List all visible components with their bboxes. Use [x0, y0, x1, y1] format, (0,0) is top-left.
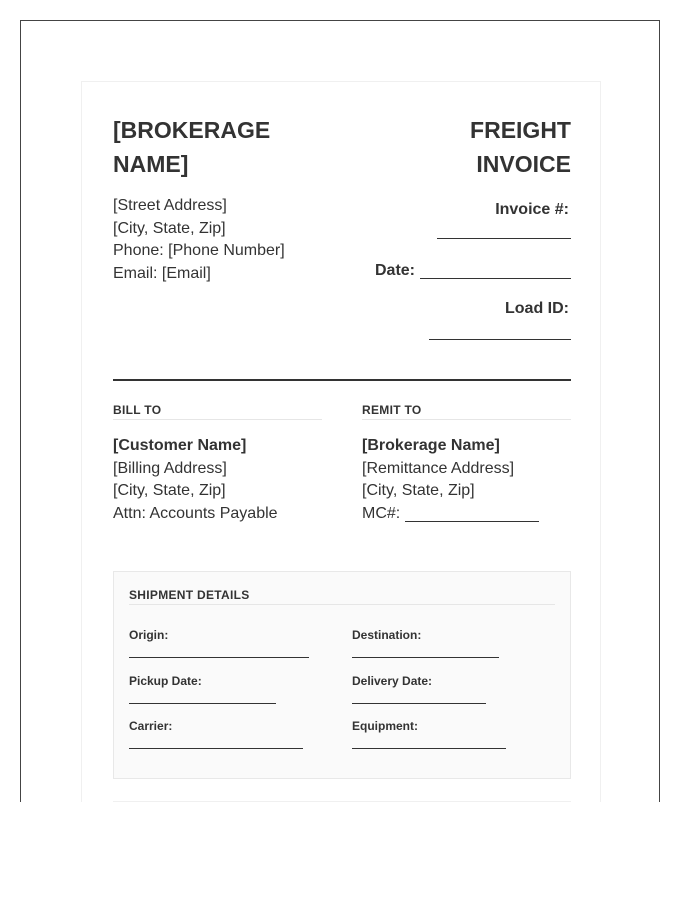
header-divider — [113, 379, 571, 381]
remit-city-state-zip: [City, State, Zip] — [362, 482, 475, 499]
remit-to-heading: REMIT TO — [362, 403, 422, 417]
mc-number-label: MC#: — [362, 504, 401, 522]
destination-label: Destination: — [352, 628, 422, 642]
invoice-page — [81, 81, 601, 802]
carrier-label: Carrier: — [129, 719, 173, 733]
email-address: Email: [Email] — [113, 264, 211, 282]
remit-to-divider — [362, 419, 571, 420]
bill-to-heading: BILL TO — [113, 403, 162, 417]
invoice-number-field[interactable] — [437, 238, 571, 239]
origin-field[interactable] — [129, 657, 309, 658]
load-id-label: Load ID: — [505, 300, 569, 317]
remittance-address: [Remittance Address] — [362, 459, 515, 477]
carrier-field[interactable] — [129, 748, 303, 749]
bill-to-address — [113, 435, 278, 525]
shipment-details-heading: SHIPMENT DETAILS — [129, 588, 250, 602]
invoice-number-label: Invoice #: — [495, 201, 569, 218]
equipment-field[interactable] — [352, 748, 506, 749]
delivery-date-field[interactable] — [352, 703, 486, 704]
shipment-details-divider — [129, 604, 555, 605]
bottom-divider — [113, 801, 571, 802]
remit-brokerage-name: [Brokerage Name] — [362, 437, 500, 454]
billing-address: [Billing Address] — [113, 459, 227, 477]
equipment-label: Equipment: — [352, 719, 418, 733]
remit-to-address — [362, 435, 514, 525]
invoice-title: FREIGHT INVOICE — [470, 117, 571, 177]
origin-label: Origin: — [129, 628, 169, 642]
date-label: Date: — [375, 262, 416, 279]
customer-name: [Customer Name] — [113, 437, 247, 454]
delivery-date-label: Delivery Date: — [352, 674, 433, 688]
mc-number-field[interactable] — [405, 521, 539, 522]
street-address: [Street Address] — [113, 197, 227, 214]
brokerage-contact — [113, 195, 285, 285]
pickup-date-label: Pickup Date: — [129, 674, 202, 688]
bill-to-divider — [113, 419, 322, 420]
shipment-details-box — [113, 571, 571, 779]
load-id-field[interactable] — [429, 339, 571, 340]
destination-field[interactable] — [352, 657, 499, 658]
brokerage-name-heading: [BROKERAGE NAME] — [113, 117, 271, 177]
billing-attn: Attn: Accounts Payable — [113, 504, 278, 522]
pickup-date-field[interactable] — [129, 703, 276, 704]
date-field[interactable] — [420, 278, 571, 279]
billing-city-state-zip: [City, State, Zip] — [113, 482, 226, 499]
city-state-zip: [City, State, Zip] — [113, 219, 226, 237]
phone-number: Phone: [Phone Number] — [113, 242, 285, 259]
document-frame — [20, 20, 660, 802]
